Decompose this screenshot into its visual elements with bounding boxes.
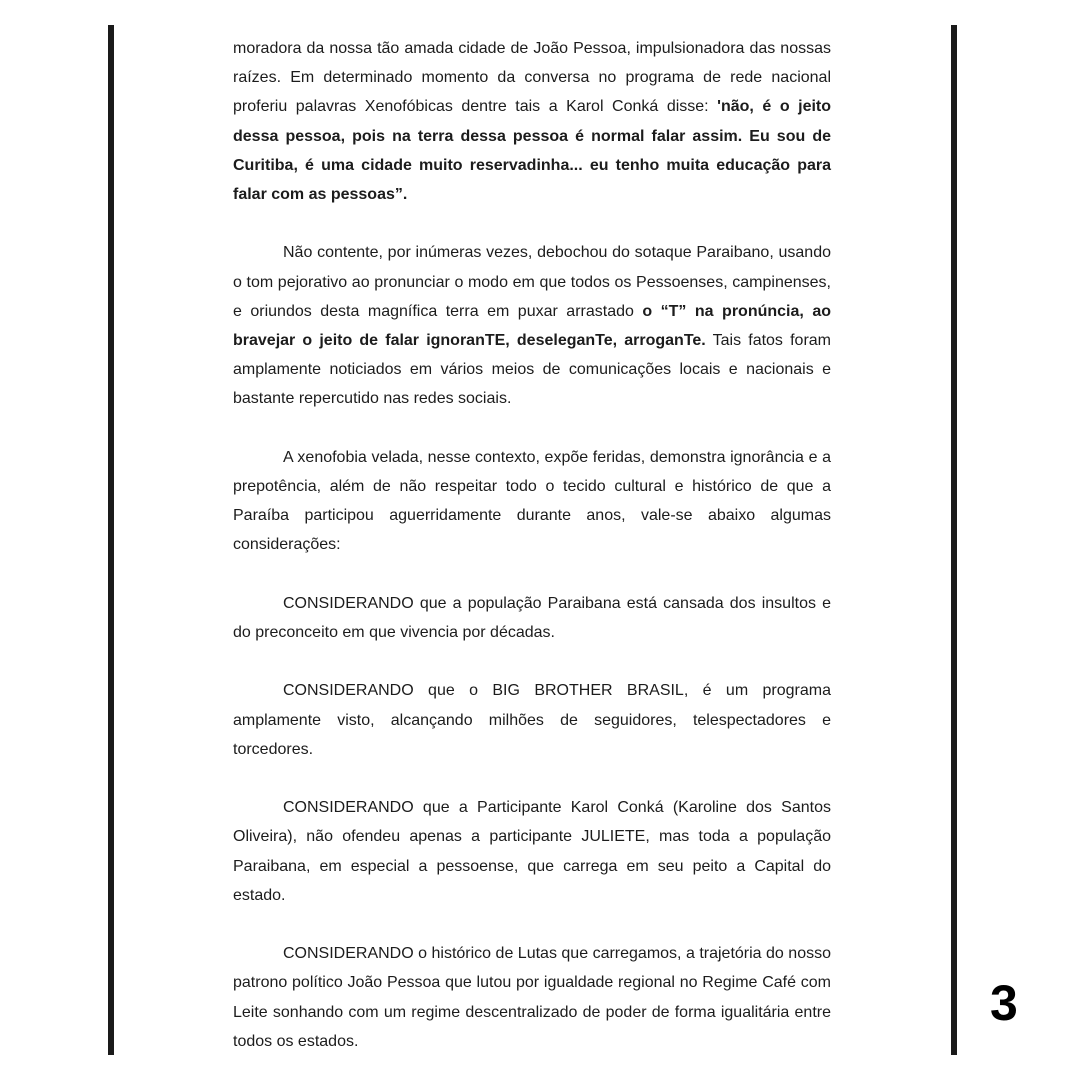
text-segment: CONSIDERANDO o histórico de Lutas que carregamos, a trajetória do nosso patrono político João Pessoa que lutou por igualdade regional no Regime Café com Leite sonhando com um regime descentralizado de poder de forma igualitária entre todos os estados. xyxy=(233,945,831,1050)
text-segment: Tais fatos foram amplamente noticiados em vários meios de comunicações locais e nacionais e bastante repercutido nas redes sociais. xyxy=(233,332,831,408)
page-number: 3 xyxy=(990,975,1018,1031)
text-segment: CONSIDERANDO que a população Paraibana está cansada dos insultos e do preconceito em que vivencia por décadas. xyxy=(233,594,831,642)
paragraph xyxy=(233,34,831,209)
paragraph xyxy=(233,676,831,764)
text-segment: CONSIDERANDO que o BIG BROTHER BRASIL, é um programa amplamente visto, alcançando milhões de seguidores, telespectadores e torcedores. xyxy=(233,682,831,758)
paragraph xyxy=(233,589,831,647)
left-border-line xyxy=(108,25,114,1055)
text-segment: moradora da nossa tão amada cidade de João Pessoa, impulsionadora das nossas raízes. Em determinado momento da conversa no programa de rede nacional proferiu palavras Xenofóbicas dentre tais a Karol Conká disse: xyxy=(233,40,831,116)
text-segment: Não contente, por inúmeras vezes, debochou do sotaque Paraibano, usando o tom pejorativo ao pronunciar o modo em que todos os Pessoenses, campinenses, e oriundos desta magnífica terra em puxar arrastado xyxy=(233,244,831,320)
text-segment: CONSIDERANDO que a Participante Karol Conká (Karoline dos Santos Oliveira), não ofendeu apenas a participante JULIETE, mas toda a população Paraibana, em especial a pessoense, que carrega em seu peito a Capital do estado. xyxy=(233,799,831,904)
paragraph xyxy=(233,238,831,413)
paragraph xyxy=(233,793,831,910)
text-segment: A xenofobia velada, nesse contexto, expõe feridas, demonstra ignorância e a prepotência, além de não respeitar todo o tecido cultural e histórico de que a Paraíba participou aguerridamente durante anos, vale-se abaixo algumas considerações: xyxy=(233,448,831,554)
paragraph xyxy=(233,939,831,1056)
bold-text-segment: o “T” na pronúncia, ao bravejar o jeito de falar ignoranTE, deseleganTe, arroganTe. xyxy=(233,302,831,350)
right-border-line xyxy=(951,25,957,1055)
bold-text-segment: 'não, é o jeito dessa pessoa, pois na terra dessa pessoa é normal falar assim. Eu sou de Curitiba, é uma cidade muito reservadinha... eu tenho muita educação para falar com as pessoas”. xyxy=(233,98,832,204)
document-body xyxy=(233,34,831,1080)
paragraph xyxy=(233,443,831,560)
